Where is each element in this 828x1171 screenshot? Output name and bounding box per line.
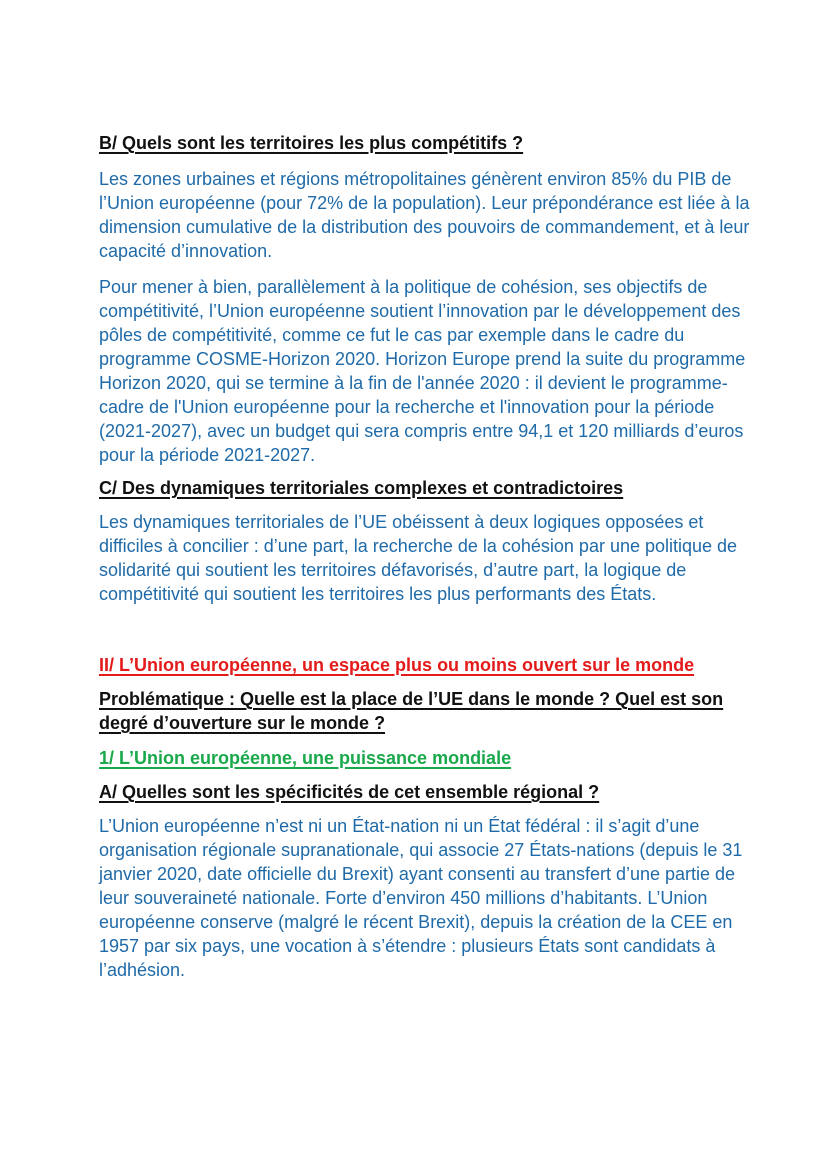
heading-1-world-power: 1/ L’Union européenne, une puissance mondiale	[99, 748, 512, 768]
paragraph-competitiveness-poles: Pour mener à bien, parallèlement à la politique de cohésion, ses objectifs de compétitivité, l’Union européenne soutient l’innovation par le développement des pôles de compétitivité, comme ce fut le cas par exemple dans le cadre du programme COSME-Horizon 2020. Horizon Europe prend la suite du programme Horizon 2020, qui se termine à la fin de l'année 2020 : il devient le programme-cadre de l'Union européenne pour la recherche et l'innovation pour la période (2021-2027), avec un budget qui sera compris entre 94,1 et 120 milliards d’euros pour la période 2021-2027.	[99, 277, 746, 465]
heading-b-competitive-territories: B/ Quels sont les territoires les plus compétitifs ?	[99, 133, 524, 153]
heading-c-territorial-dynamics: C/ Des dynamiques territoriales complexes et contradictoires	[99, 478, 624, 498]
paragraph-territorial-dynamics: Les dynamiques territoriales de l’UE obéissent à deux logiques opposées et difficiles à concilier : d’une part, la recherche de la cohésion par une politique de solidarité qui soutient les territoires défavorisés, d’autre part, la logique de compétitivité qui soutient les territoires les plus performants des États.	[99, 512, 738, 604]
heading-ii-open-space: II/ L’Union européenne, un espace plus ou moins ouvert sur le monde	[99, 655, 695, 675]
paragraph-urban-zones: Les zones urbaines et régions métropolitaines génèrent environ 85% du PIB de l’Union européenne (pour 72% de la population). Leur prépondérance est liée à la dimension cumulative de la distribution des pouvoirs de commandement, et à leur capacité d’innovation.	[99, 169, 750, 261]
paragraph-supranational-organisation: L’Union européenne n’est ni un État-nation ni un État fédéral : il s’agit d’une organisation régionale supranationale, qui associe 27 États-nations (depuis le 31 janvier 2020, date officielle du Brexit) ayant consenti au transfert d’une partie de leur souveraineté nationale. Forte d’environ 450 millions d’habitants. L’Union européenne conserve (malgré le récent Brexit), depuis la création de la CEE en 1957 par six pays, une vocation à s’étendre : plusieurs États sont candidats à l’adhésion.	[99, 816, 743, 980]
heading-a-regional-specificities: A/ Quelles sont les spécificités de cet ensemble régional ?	[99, 782, 600, 802]
heading-problematique: Problématique : Quelle est la place de l’UE dans le monde ? Quel est son degré d’ouverture sur le monde ?	[99, 689, 724, 733]
